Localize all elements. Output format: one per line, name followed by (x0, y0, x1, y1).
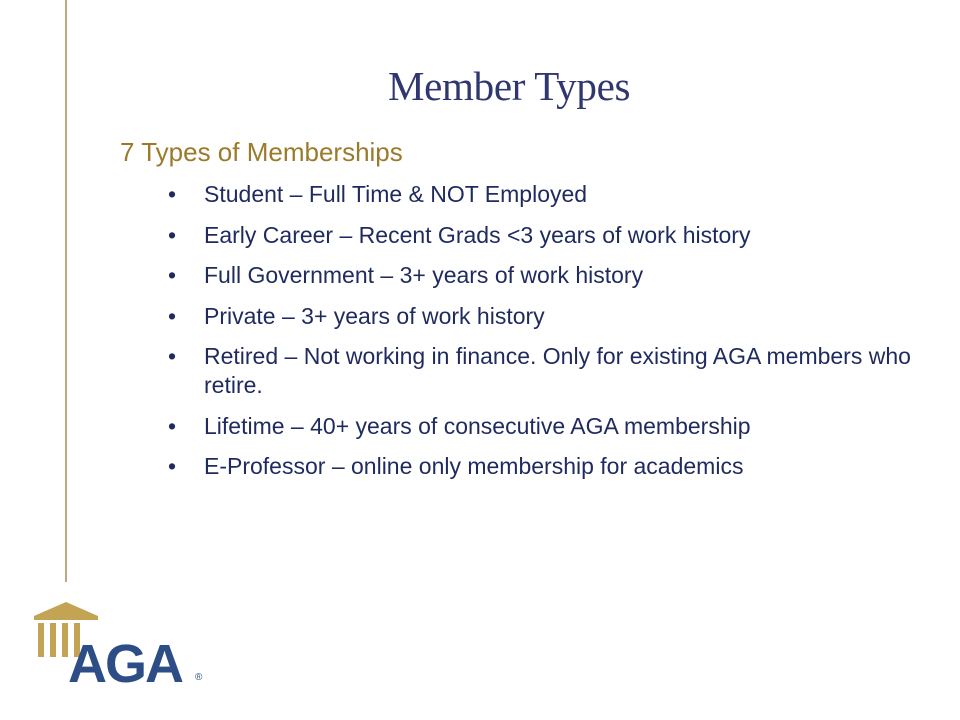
logo-column (50, 623, 56, 657)
logo-registered-mark: ® (195, 672, 203, 683)
list-item-text: Early Career – Recent Grads <3 years of work history (204, 221, 751, 248)
list-item-text: Private – 3+ years of work history (204, 302, 545, 329)
logo-text: AGA (68, 634, 182, 690)
list-item (168, 261, 928, 290)
list-item (168, 412, 928, 441)
slide-title: Member Types (388, 63, 631, 109)
bullet-icon: • (168, 453, 177, 479)
list-item (168, 452, 928, 481)
logo-column (38, 623, 44, 657)
slide-subtitle: 7 Types of Memberships (120, 137, 403, 167)
list-item (168, 221, 928, 250)
list-item (168, 180, 928, 209)
list-item (168, 342, 928, 400)
list-item-text: Lifetime – 40+ years of consecutive AGA membership (204, 412, 751, 439)
bullet-icon: • (168, 302, 177, 329)
list-item-text: Full Government – 3+ years of work history (204, 262, 644, 288)
bullet-icon: • (168, 181, 177, 207)
vertical-divider-line (65, 0, 67, 582)
list-item-text: Student – Full Time & NOT Employed (204, 181, 588, 207)
bullet-icon: • (168, 262, 177, 288)
aga-logo (28, 598, 213, 690)
logo-entablature (34, 616, 98, 620)
bullet-icon: • (168, 221, 177, 248)
logo-pediment (34, 602, 98, 616)
list-item (168, 302, 928, 331)
bullet-icon: • (168, 412, 177, 439)
list-item-text: E-Professor – online only membership for academics (204, 453, 744, 479)
bullet-icon: • (168, 343, 177, 369)
list-item-text: Retired – Not working in finance. Only for existing AGA members who retire. (204, 343, 911, 398)
membership-list (168, 180, 928, 493)
